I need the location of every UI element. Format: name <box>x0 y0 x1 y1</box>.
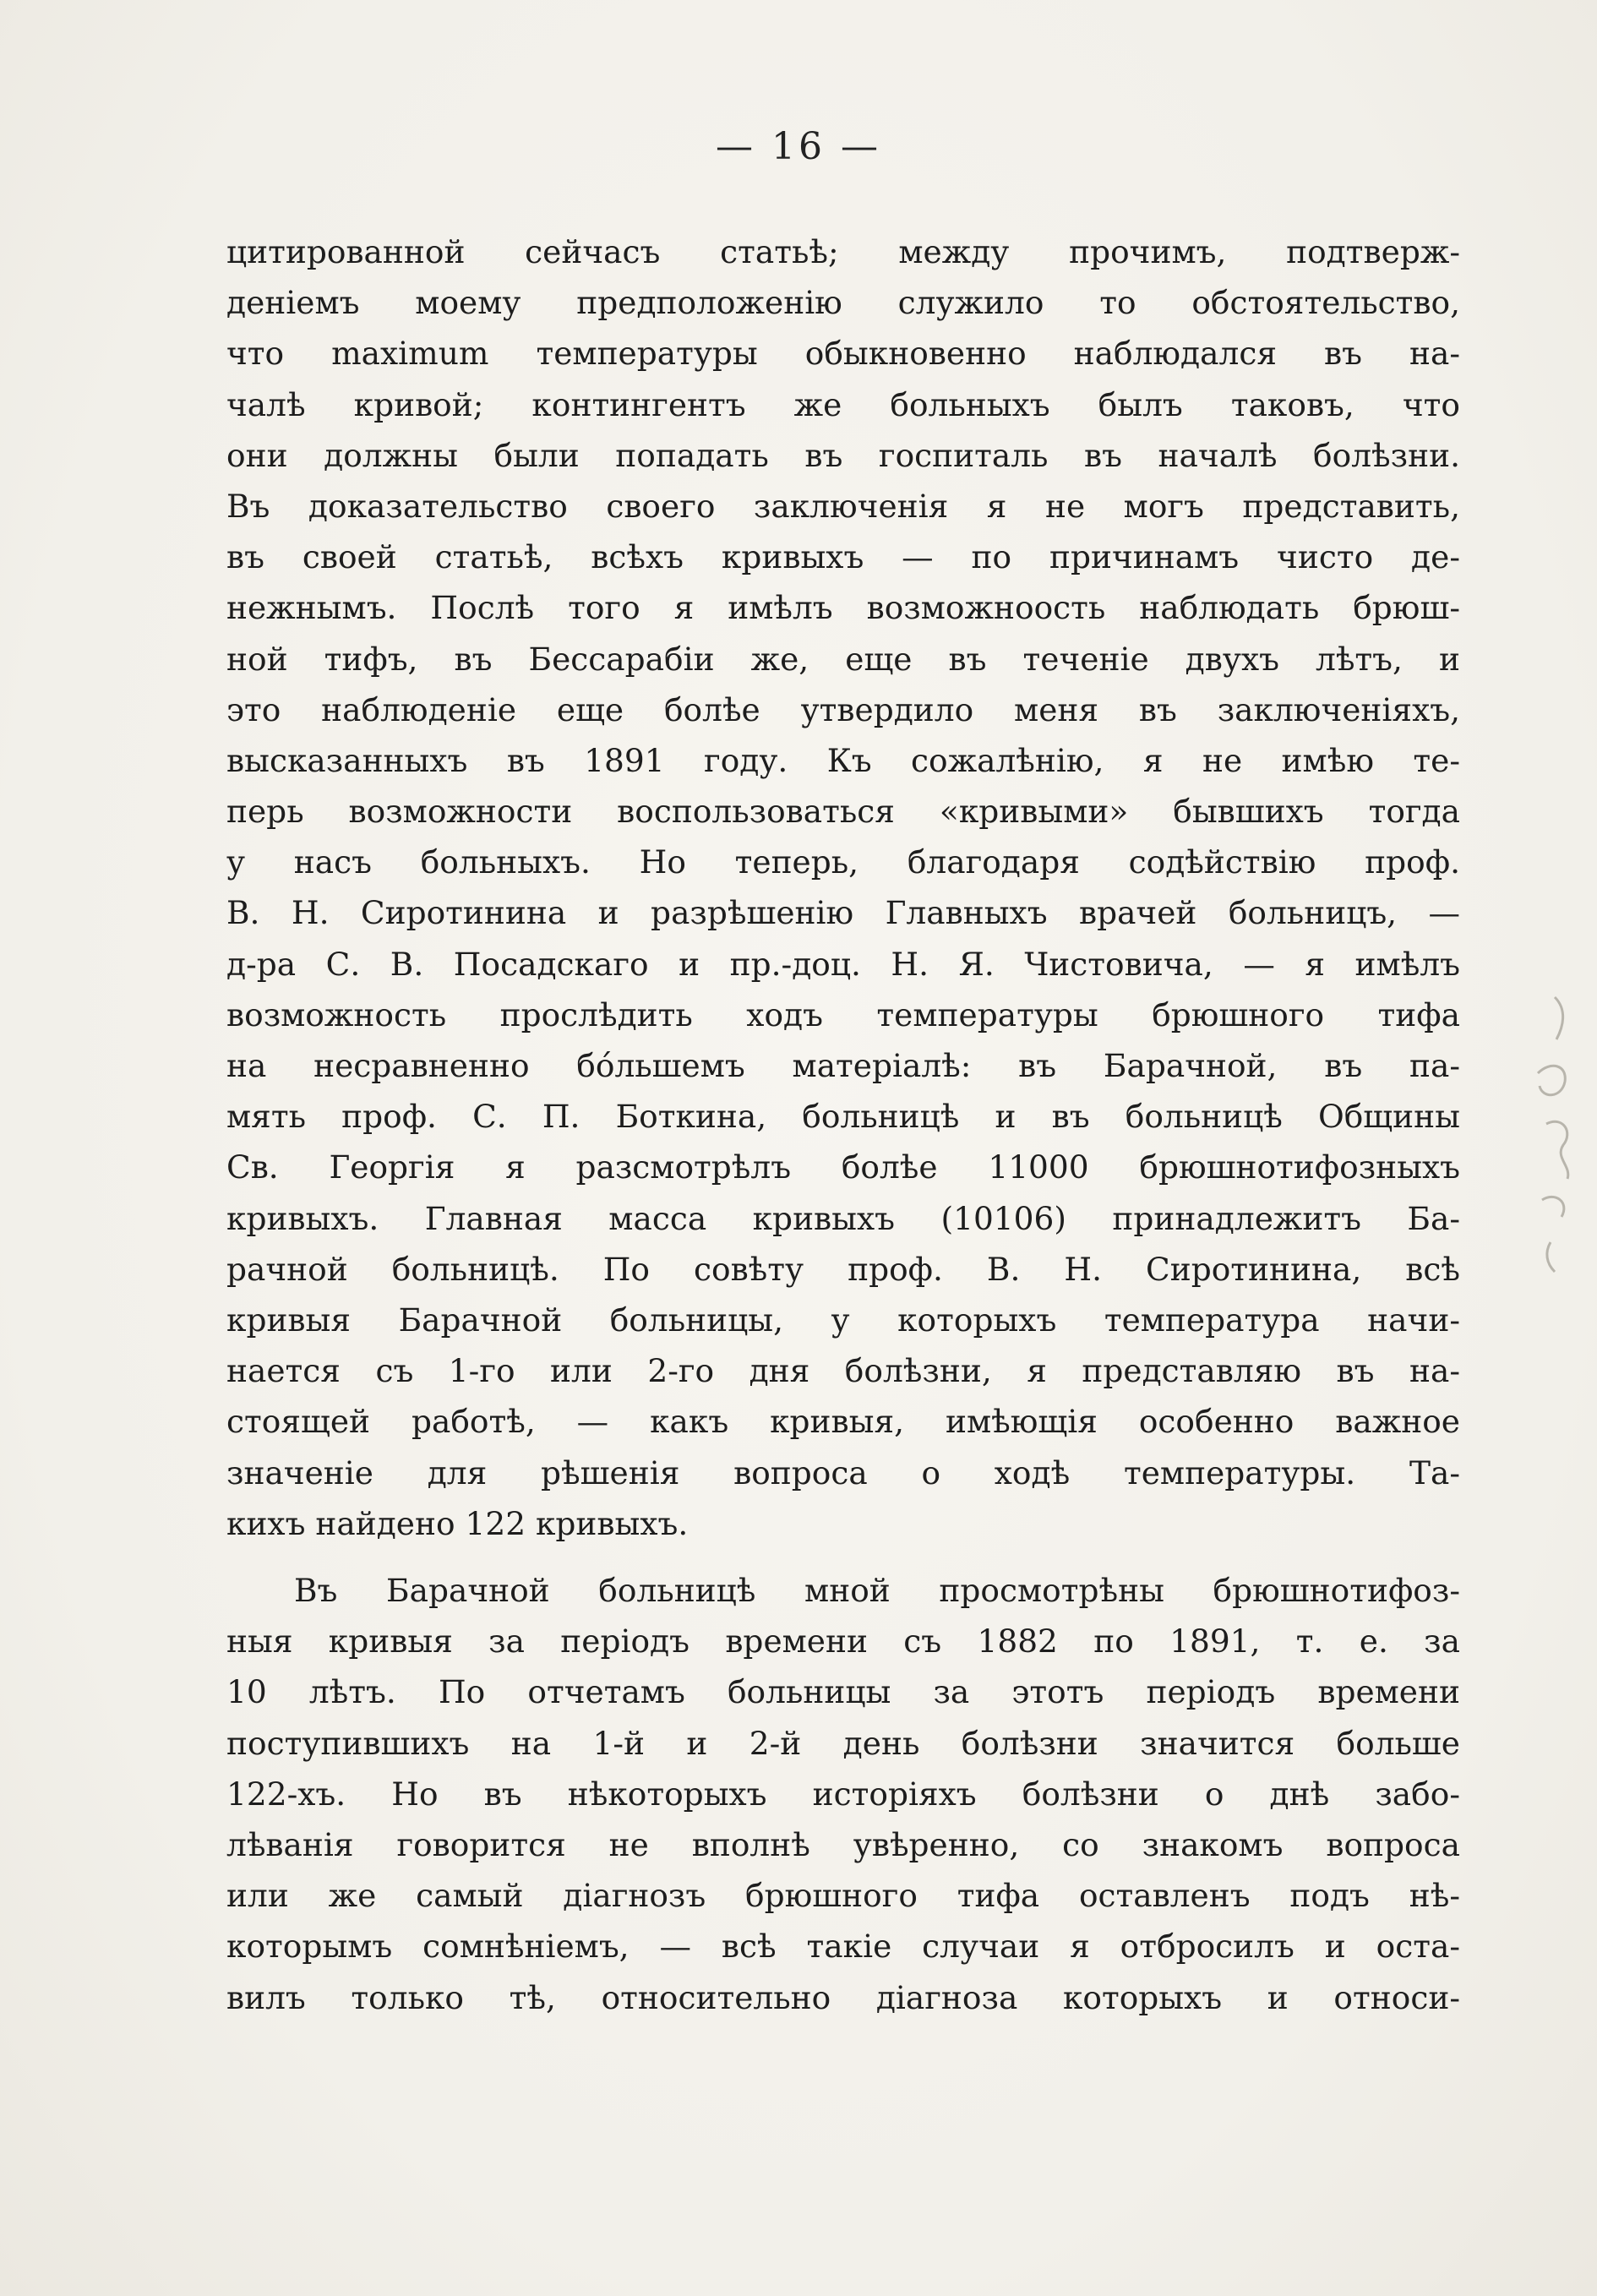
text-line: рачной больницѣ. По совѣту проф. В. Н. Сиротинина, всѣ <box>226 1250 1460 1288</box>
text-line: Въ Барачной больницѣ мной просмотрѣны брюшнотифоз- <box>294 1572 1460 1609</box>
text-line: кривыя Барачной больницы, у которыхъ температура начи- <box>226 1301 1460 1339</box>
margin-pencil-marks <box>1521 980 1589 1284</box>
text-line: на несравненно бо́льшемъ матеріалѣ: въ Барачной, въ па- <box>226 1047 1460 1084</box>
text-line: кихъ найдено 122 кривыхъ. <box>226 1504 689 1542</box>
text-line: что maximum температуры обыкновенно наблюдался въ на- <box>226 335 1460 373</box>
text-line: мять проф. С. П. Боткина, больницѣ и въ больницѣ Общины <box>226 1098 1460 1136</box>
text-line: деніемъ моему предположенію служило то обстоятельство, <box>226 284 1460 322</box>
text-line: д-ра С. В. Посадскаго и пр.-доц. Н. Я. Чистовича, — я имѣлъ <box>226 945 1460 983</box>
text-line: ной тифъ, въ Бессарабіи же, еще въ теченіе двухъ лѣтъ, и <box>226 640 1460 678</box>
text-line: нается съ 1-го или 2-го дня болѣзни, я представляю въ на- <box>226 1352 1460 1390</box>
text-line: В. Н. Сиротинина и разрѣшенію Главныхъ врачей больницъ, — <box>226 894 1460 932</box>
text-line: кривыхъ. Главная масса кривыхъ (10106) принадлежитъ Ба- <box>226 1199 1460 1237</box>
text-line: стоящей работѣ, — какъ кривыя, имѣющія особенно важное <box>226 1403 1460 1441</box>
text-line: перь возможности воспользоваться «кривыми» бывшихъ тогда <box>226 793 1460 831</box>
page-number: — 16 — <box>716 125 881 168</box>
text-line: это наблюденіе еще болѣе утвердило меня въ заключеніяхъ, <box>226 690 1460 728</box>
text-line: или же самый діагнозъ брюшного тифа оставленъ подъ нѣ- <box>226 1877 1460 1915</box>
text-line: чалѣ кривой; контингентъ же больныхъ былъ таковъ, что <box>226 385 1460 423</box>
text-line: вилъ только тѣ, относительно діагноза которыхъ и относи- <box>226 1978 1460 2016</box>
text-line: нежнымъ. Послѣ того я имѣлъ возможноость наблюдать брюш- <box>226 589 1460 627</box>
text-line: 122-хъ. Но въ нѣкоторыхъ исторіяхъ болѣзни о днѣ забо- <box>226 1775 1460 1813</box>
text-line: цитированной сейчасъ статьѣ; между прочимъ, подтверж- <box>226 233 1460 270</box>
text-line: они должны были попадать въ госпиталь въ началѣ болѣзни. <box>226 436 1460 474</box>
text-line: 10 лѣтъ. По отчетамъ больницы за этотъ періодъ времени <box>226 1673 1460 1711</box>
text-line: въ своей статьѣ, всѣхъ кривыхъ — по причинамъ чисто де- <box>226 538 1460 576</box>
paragraph-1 <box>226 226 1460 1549</box>
text-line: Въ доказательство своего заключенія я не могъ представить, <box>226 487 1460 525</box>
text-line: высказанныхъ въ 1891 году. Къ сожалѣнію, я не имѣю те- <box>226 741 1460 779</box>
text-line: Св. Георгія я разсмотрѣлъ болѣе 11000 брюшнотифозныхъ <box>226 1148 1460 1186</box>
text-line: возможность прослѣдить ходъ температуры брюшного тифа <box>226 995 1460 1033</box>
text-line: у насъ больныхъ. Но теперь, благодаря содѣйствію проф. <box>226 843 1460 881</box>
text-line: лѣванія говорится не вполнѣ увѣренно, со знакомъ вопроса <box>226 1825 1460 1863</box>
paragraph-2 <box>226 1565 1460 2023</box>
text-line: поступившихъ на 1-й и 2-й день болѣзни значится больше <box>226 1724 1460 1762</box>
text-line: ныя кривыя за періодъ времени съ 1882 по 1891, т. е. за <box>226 1622 1460 1661</box>
text-line: значеніе для рѣшенія вопроса о ходѣ температуры. Та- <box>226 1453 1460 1492</box>
text-line: которымъ сомнѣніемъ, — всѣ такіе случаи я отбросилъ и оста- <box>226 1928 1460 1966</box>
